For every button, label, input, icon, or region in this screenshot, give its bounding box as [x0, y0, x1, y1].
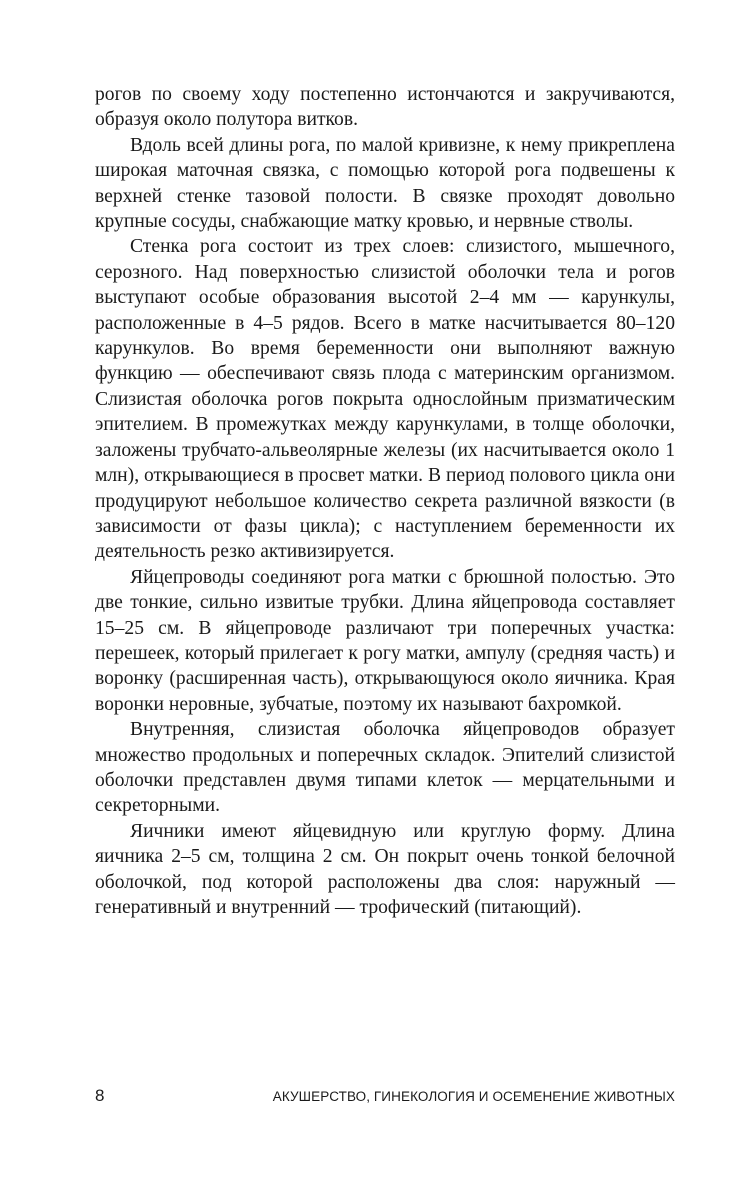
page-footer	[95, 1086, 675, 1106]
paragraph-oviduct-mucosa: Внутренняя, слизистая оболочка яйцепроводов образует множество продольных и поперечных складок. Эпителий слизистой оболочки представлен двумя типами клеток — мерцательными и секреторными.	[95, 719, 675, 817]
paragraph-continuation: рогов по своему ходу постепенно истончаются и закручиваются, образуя около полутора витков.	[95, 84, 675, 131]
paragraph-ovaries: Яичники имеют яйцевидную или круглую форму. Длина яичника 2–5 см, толщина 2 см. Он покрыт очень тонкой белочной оболочкой, под которой расположены два слоя: наружный — генеративный и внутренний — трофический (питающий).	[95, 820, 675, 918]
paragraph-ligament: Вдоль всей длины рога, по малой кривизне, к нему прикреплена широкая маточная связка, с помощью которой рога подвешены к верхней стенке тазовой полости. В связке проходят довольно крупные сосуды, снабжающие матку кровью, и нервные стволы.	[95, 134, 675, 233]
page-number: 8	[95, 1086, 105, 1105]
paragraph-horn-wall: Стенка рога состоит из трех слоев: слизистого, мышечного, серозного. Над поверхностью слизистой оболочки тела и рогов выступают особые образования высотой 2–4 мм — карункулы, расположенные в 4–5 рядов. Всего в матке насчитывается 80–120 карункулов. Во время беременности они выполняют важную функцию — обеспечивают связь плода с материнским организмом. Слизистая оболочка рогов покрыта однослойным призматическим эпителием. В промежутках между карункулами, в толще оболочки, заложены трубчато-альвеолярные железы (их насчитывается около 1 млн), открывающиеся в просвет матки. В период полового цикла они продуцируют небольшое количество секрета различной вязкости (в зависимости от фазы цикла); с наступлением беременности их деятельность резко активизируется.	[95, 236, 675, 563]
running-title: АКУШЕРСТВО, ГИНЕКОЛОГИЯ И ОСЕМЕНЕНИЕ ЖИВОТНЫХ	[272, 1089, 675, 1104]
body-text	[95, 82, 675, 920]
paragraph-oviducts: Яйцепроводы соединяют рога матки с брюшной полостью. Это две тонкие, сильно извитые трубки. Длина яйцепровода составляет 15–25 см. В яйцепроводе различают три поперечных участка: перешеек, который прилегает к рогу матки, ампулу (средняя часть) и воронку (расширенная часть), открывающуюся около яичника. Края воронки неровные, зубчатые, поэтому их называют бахромкой.	[95, 566, 675, 715]
